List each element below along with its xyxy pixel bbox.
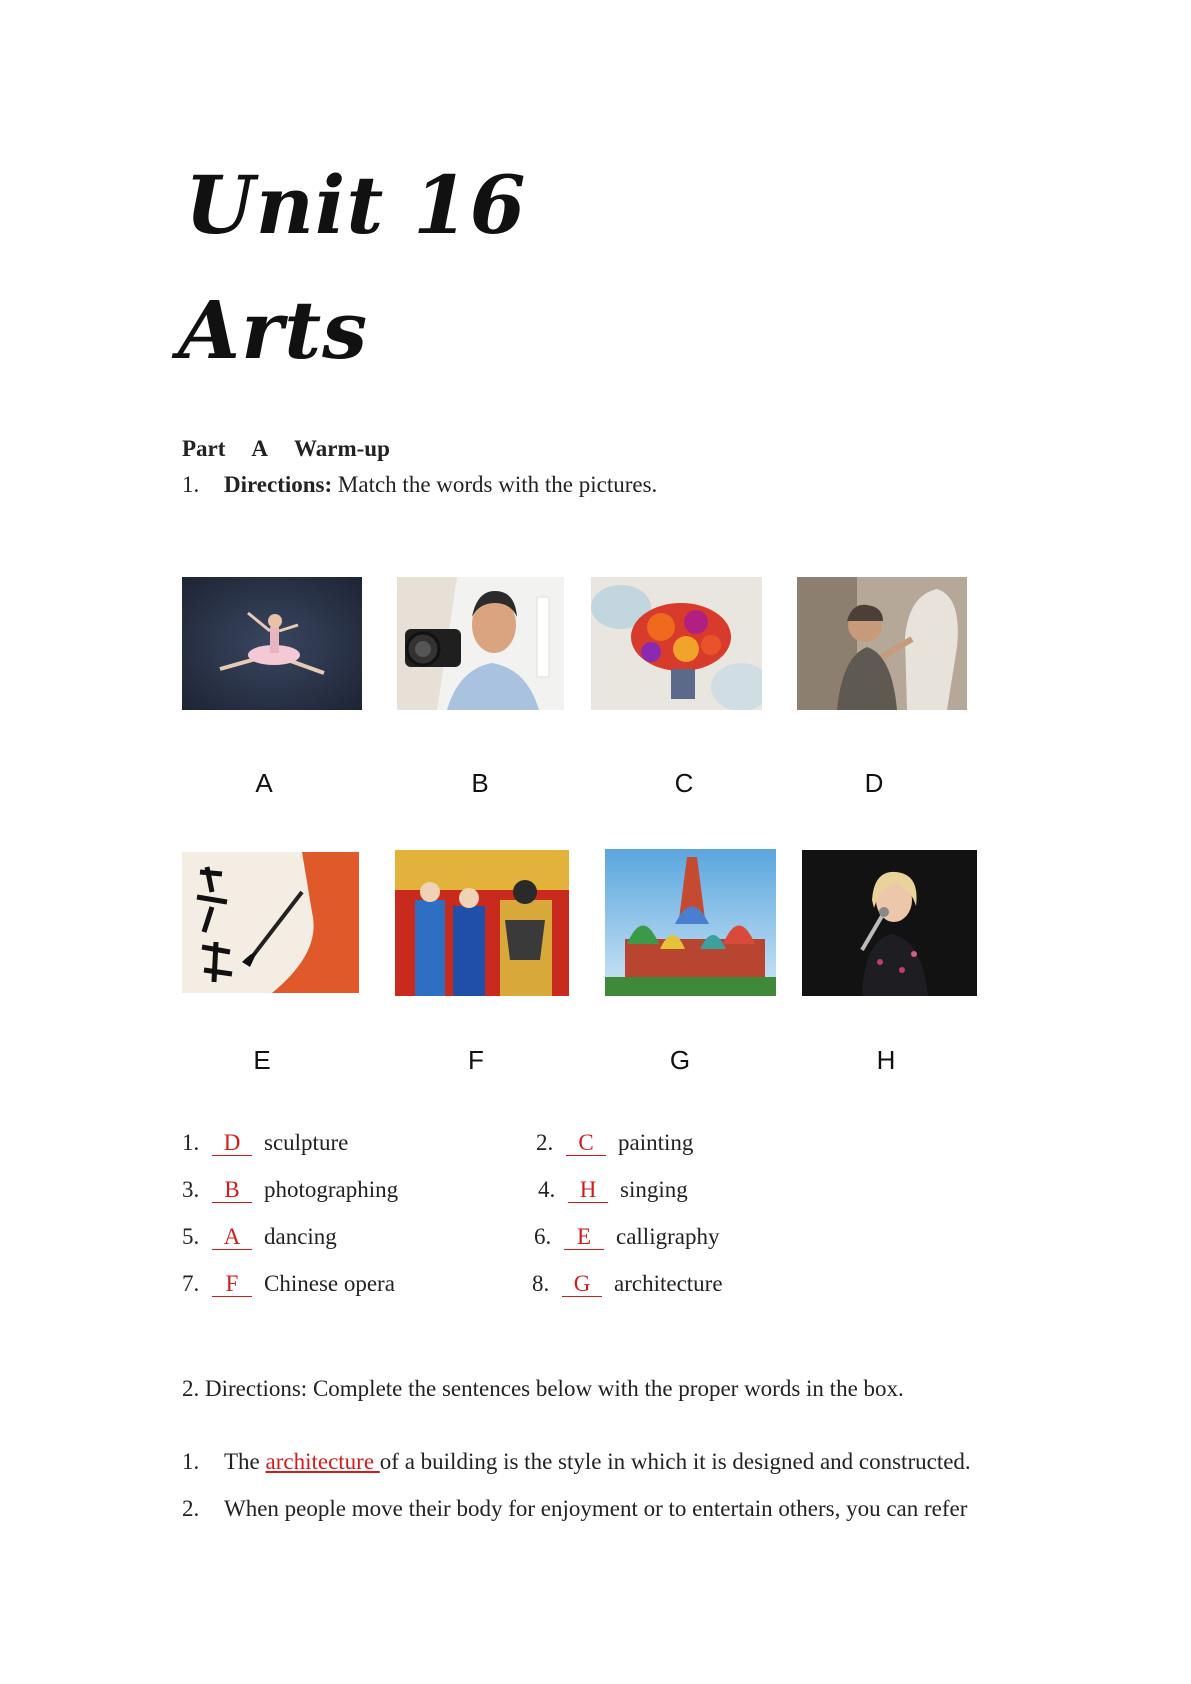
picture-letter-e: E: [253, 1045, 271, 1075]
picture-d-sculptor: [797, 577, 967, 710]
match-word: calligraphy: [616, 1224, 720, 1249]
picture-letter-a: A: [255, 768, 273, 798]
unit-subtitle: Arts: [178, 283, 369, 377]
part-name: Warm-up: [294, 436, 390, 461]
match-number: 2.: [536, 1130, 554, 1155]
match-number: 4.: [538, 1177, 556, 1202]
picture-e-calligraphy: [182, 852, 359, 993]
match-word: painting: [618, 1130, 694, 1155]
picture-h-singer: [802, 850, 977, 996]
match-word: singing: [620, 1177, 688, 1202]
match-answer[interactable]: G: [562, 1272, 602, 1297]
match-item-5: [182, 1224, 337, 1250]
match-answer[interactable]: E: [564, 1225, 604, 1250]
match-answer[interactable]: A: [212, 1225, 252, 1250]
directions-number: 1.: [182, 472, 200, 497]
picture-letter-f: F: [468, 1045, 484, 1075]
match-number: 3.: [182, 1177, 200, 1202]
match-number: 1.: [182, 1130, 200, 1155]
picture-c-painting: [591, 577, 762, 710]
picture-f-opera: [395, 850, 569, 996]
picture-letter-g: G: [669, 1045, 691, 1075]
sentence-answer[interactable]: architecture: [265, 1449, 380, 1474]
match-word: dancing: [264, 1224, 337, 1249]
match-number: 7.: [182, 1271, 200, 1296]
match-item-7: [182, 1271, 395, 1297]
sentence-1: [182, 1449, 971, 1475]
unit-title: Unit 16: [185, 158, 527, 252]
match-number: 5.: [182, 1224, 200, 1249]
match-word: Chinese opera: [264, 1271, 395, 1296]
match-item-2: [536, 1130, 693, 1156]
match-answer[interactable]: D: [212, 1131, 252, 1156]
sentence-number: 2.: [182, 1496, 200, 1521]
match-word: sculpture: [264, 1130, 349, 1155]
picture-letter-d: D: [864, 768, 884, 798]
directions-label: Directions:: [224, 472, 333, 497]
part-letter: A: [251, 436, 269, 461]
match-number: 8.: [532, 1271, 550, 1296]
match-item-1: [182, 1130, 348, 1156]
directions-1: [182, 472, 657, 498]
part-heading: [182, 436, 390, 462]
match-item-6: [534, 1224, 719, 1250]
match-number: 6.: [534, 1224, 552, 1249]
sentence-number: 1.: [182, 1449, 200, 1474]
match-answer[interactable]: B: [212, 1178, 252, 1203]
sentence-before: When people move their body for enjoyment or to entertain others, you can refer: [224, 1496, 968, 1521]
sentence-2: [182, 1496, 967, 1522]
match-item-4: [538, 1177, 688, 1203]
match-item-8: [532, 1271, 723, 1297]
match-answer[interactable]: C: [566, 1131, 606, 1156]
picture-letter-h: H: [876, 1045, 896, 1075]
picture-letter-c: C: [674, 768, 694, 798]
match-word: architecture: [614, 1271, 723, 1296]
match-word: photographing: [264, 1177, 399, 1202]
directions-2: 2. Directions: Complete the sentences below with the proper words in the box.: [182, 1376, 904, 1401]
sentence-before: The: [224, 1449, 266, 1474]
picture-a-ballet: [182, 577, 362, 710]
match-answer[interactable]: F: [212, 1272, 252, 1297]
picture-g-cathedral: [605, 849, 776, 996]
picture-letter-b: B: [471, 768, 489, 798]
sentence-after: of a building is the style in which it is designed and constructed.: [379, 1449, 971, 1474]
match-item-3: [182, 1177, 398, 1203]
match-answer[interactable]: H: [568, 1178, 608, 1203]
picture-b-photographer: [397, 577, 564, 710]
directions-text: Match the words with the pictures.: [337, 472, 658, 497]
part-word: Part: [182, 436, 226, 461]
